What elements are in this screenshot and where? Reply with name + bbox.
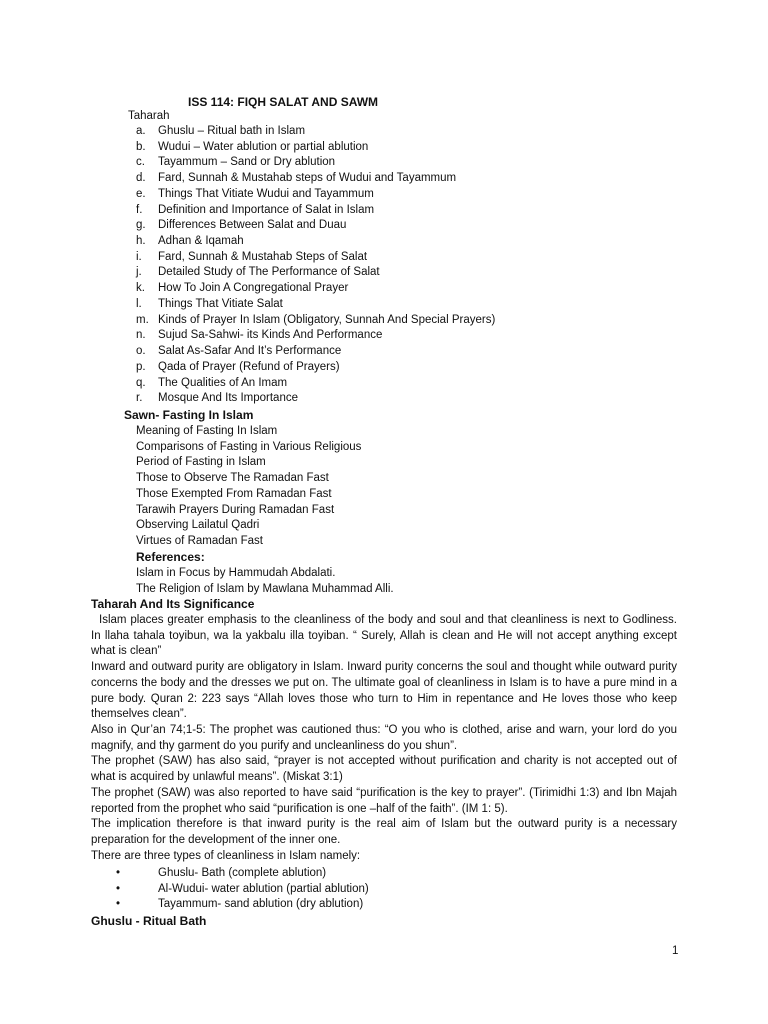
list-text: Wudui – Water ablution or partial ablution (158, 140, 369, 153)
list-text: Fard, Sunnah & Mustahab Steps of Salat (158, 250, 368, 263)
list-letter: n. (136, 329, 146, 342)
list-text: Sujud Sa-Sahwi- its Kinds And Performance (158, 329, 383, 342)
body-text (91, 613, 677, 865)
bullet-text: Tayammum- sand ablution (dry ablution) (158, 898, 364, 911)
list-text: Salat As-Safar And It’s Performance (158, 345, 342, 358)
reference-item: Islam in Focus by Hammudah Abdalati. (136, 567, 336, 579)
list-item: Meaning of Fasting In Islam (136, 425, 278, 437)
paragraph: Inward and outward purity are obligatory in Islam. Inward purity concerns the soul and thought while outward purity concerns the body and the dresses we put on. The ultimate goal of cleanliness in Islam is to have a pure mind in a pure body. Quran 2: 223 says “Allah loves those who turn to Him in repentance and He loves those who keep themselves clean”. (91, 661, 677, 721)
list-item: Those to Observe The Ramadan Fast (136, 472, 329, 485)
list-item: Virtues of Ramadan Fast (136, 535, 263, 548)
list-letter: c. (136, 156, 145, 169)
list-text: How To Join A Congregational Prayer (158, 282, 349, 295)
list-text: The Qualities of An Imam (158, 376, 288, 389)
document-title: ISS 114: FIQH SALAT AND SAWM (188, 95, 379, 109)
list-letter: f. (136, 203, 143, 216)
bullet-icon: • (116, 867, 121, 879)
list-text: Things That Vitiate Salat (158, 297, 283, 310)
list-item: Period of Fasting in Islam (136, 456, 266, 469)
list-letter: q. (136, 376, 146, 389)
taharah-label: Taharah (128, 110, 170, 122)
section-heading: Taharah And Its Significance (91, 597, 255, 611)
paragraph: The prophet (SAW) was also reported to have said “purification is the key to prayer”. (Tirimidhi 1:3) and Ibn Majah reported from the prophet who said “purification is one –half of the faith”. (IM 1: 5). (91, 786, 677, 815)
list-text: Fard, Sunnah & Mustahab steps of Wudui and Tayammum (158, 172, 457, 185)
list-letter: g. (136, 219, 146, 232)
list-item: Tarawih Prayers During Ramadan Fast (136, 503, 335, 516)
list-text: Definition and Importance of Salat in Islam (158, 203, 375, 216)
list-letter: d. (136, 172, 146, 185)
references-list (136, 566, 394, 597)
list-letter: p. (136, 360, 146, 373)
list-letter: r. (136, 392, 143, 405)
list-letter: j. (136, 266, 142, 279)
bullet-text: Ghuslu- Bath (complete ablution) (158, 867, 327, 879)
list-text: Tayammum – Sand or Dry ablution (158, 156, 336, 169)
references-heading: References: (136, 550, 205, 564)
list-letter: i. (136, 250, 142, 263)
list-text: Detailed Study of The Performance of Salat (158, 266, 380, 279)
paragraph: The implication therefore is that inward purity is the real aim of Islam but the outward purity is a necessary preparation for the development of the inner one. (91, 818, 677, 847)
paragraph: The prophet (SAW) has also said, “prayer is not accepted without purification and charity is not accepted out of what is acquired by unlawful means”. (Miskat 3:1) (91, 755, 677, 784)
list-text: Mosque And Its Importance (158, 392, 298, 405)
list-letter: e. (136, 187, 146, 200)
list-letter: k. (136, 282, 145, 295)
bullet-icon: • (116, 898, 121, 911)
page-number: 1 (672, 945, 679, 957)
list-letter: h. (136, 235, 146, 248)
ghuslu-heading: Ghuslu - Ritual Bath (91, 914, 207, 928)
bullet-icon: • (116, 882, 121, 895)
paragraph: There are three types of cleanliness in Islam namely: (91, 849, 361, 862)
paragraph: Also in Qur’an 74;1-5: The prophet was cautioned thus: “O you who is clothed, arise and warn, your lord do you magnify, and thy garment do you purify and uncleanliness do you shun”. (91, 724, 677, 752)
reference-item: The Religion of Islam by Mawlana Muhammad Alli. (136, 582, 394, 595)
list-item: Observing Lailatul Qadri (136, 519, 260, 532)
list-text: Differences Between Salat and Duau (158, 219, 347, 232)
list-text: Adhan & Iqamah (158, 235, 244, 248)
list-letter: m. (136, 313, 149, 326)
list-letter: b. (136, 140, 146, 153)
bullet-text: Al-Wudui- water ablution (partial ablution) (158, 882, 369, 895)
paragraph: Islam places greater emphasis to the cleanliness of the body and soul and that cleanliness is next to Godliness. In llaha tahala toyibun, wa la yakbalu illa toyiban. “ Surely, Allah is clean and He will not accept anything except what is clean” (91, 614, 677, 658)
list-letter: l. (136, 297, 142, 310)
list-item: Those Exempted From Ramadan Fast (136, 487, 332, 500)
list-text: Ghuslu – Ritual bath in Islam (158, 125, 306, 137)
list-text: Qada of Prayer (Refund of Prayers) (158, 360, 340, 373)
list-letter: a. (136, 125, 146, 137)
sawn-heading: Sawn- Fasting In Islam (124, 408, 254, 422)
list-letter: o. (136, 345, 146, 358)
list-text: Things That Vitiate Wudui and Tayammum (158, 187, 374, 200)
list-text: Kinds of Prayer In Islam (Obligatory, Sunnah And Special Prayers) (158, 313, 496, 326)
sawn-list (136, 424, 361, 550)
list-item: Comparisons of Fasting in Various Religious (136, 440, 362, 453)
